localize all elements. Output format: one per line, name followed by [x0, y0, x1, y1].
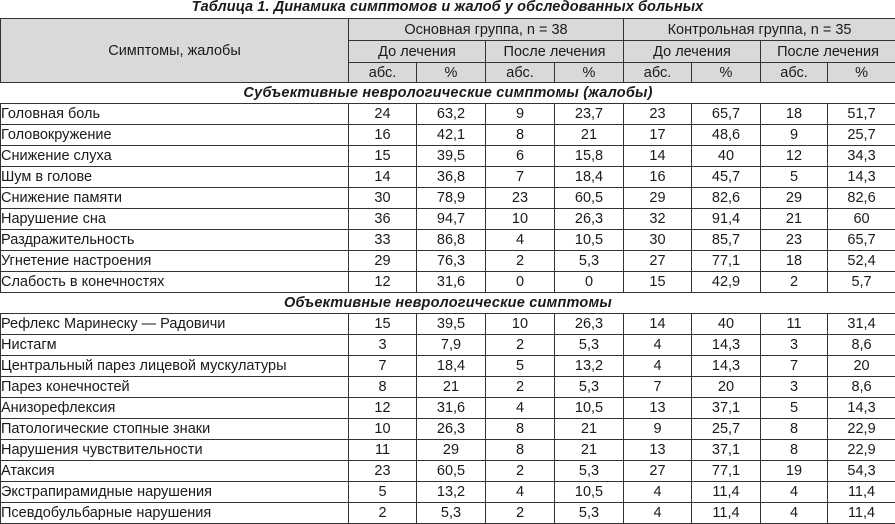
abs-value-cell: 8 — [349, 377, 417, 398]
table-row — [1, 167, 895, 188]
percent-value-cell: 5,7 — [828, 272, 895, 293]
symptom-name: Головокружение — [1, 125, 349, 146]
abs-value-cell: 3 — [349, 335, 417, 356]
unit-header: абс. — [486, 63, 555, 83]
abs-value-cell: 4 — [624, 335, 692, 356]
percent-value-cell: 21 — [555, 419, 624, 440]
table-row — [1, 125, 895, 146]
abs-value-cell: 4 — [486, 482, 555, 503]
abs-value-cell: 23 — [624, 104, 692, 125]
abs-value-cell: 9 — [486, 104, 555, 125]
percent-value-cell: 63,2 — [417, 104, 486, 125]
percent-value-cell: 20 — [692, 377, 761, 398]
abs-value-cell: 10 — [486, 314, 555, 335]
table-row — [1, 440, 895, 461]
abs-value-cell: 12 — [349, 272, 417, 293]
abs-value-cell: 12 — [761, 146, 828, 167]
percent-value-cell: 10,5 — [555, 398, 624, 419]
percent-value-cell: 11,4 — [828, 482, 895, 503]
table-row — [1, 251, 895, 272]
abs-value-cell: 27 — [624, 251, 692, 272]
percent-value-cell: 60,5 — [555, 188, 624, 209]
section-header-row — [1, 293, 895, 314]
percent-value-cell: 54,3 — [828, 461, 895, 482]
abs-value-cell: 4 — [624, 356, 692, 377]
abs-value-cell: 10 — [349, 419, 417, 440]
percent-value-cell: 42,9 — [692, 272, 761, 293]
section-title: Субъективные неврологические симптомы (жалобы) — [1, 83, 895, 104]
percent-value-cell: 21 — [417, 377, 486, 398]
table-row — [1, 335, 895, 356]
percent-value-cell: 82,6 — [828, 188, 895, 209]
section-title: Объективные неврологические симптомы — [1, 293, 895, 314]
percent-value-cell: 25,7 — [692, 419, 761, 440]
abs-value-cell: 23 — [349, 461, 417, 482]
abs-value-cell: 16 — [349, 125, 417, 146]
percent-value-cell: 21 — [555, 125, 624, 146]
percent-value-cell: 14,3 — [828, 398, 895, 419]
percent-value-cell: 52,4 — [828, 251, 895, 272]
percent-value-cell: 23,7 — [555, 104, 624, 125]
abs-value-cell: 11 — [761, 314, 828, 335]
percent-value-cell: 77,1 — [692, 461, 761, 482]
percent-value-cell: 14,3 — [828, 167, 895, 188]
abs-value-cell: 14 — [624, 146, 692, 167]
percent-value-cell: 91,4 — [692, 209, 761, 230]
unit-header: % — [692, 63, 761, 83]
abs-value-cell: 19 — [761, 461, 828, 482]
unit-header: % — [417, 63, 486, 83]
control-before-header: До лечения — [624, 41, 761, 63]
abs-value-cell: 14 — [349, 167, 417, 188]
abs-value-cell: 2 — [486, 461, 555, 482]
abs-value-cell: 23 — [761, 230, 828, 251]
abs-value-cell: 0 — [486, 272, 555, 293]
percent-value-cell: 14,3 — [692, 356, 761, 377]
abs-value-cell: 18 — [761, 251, 828, 272]
abs-value-cell: 7 — [349, 356, 417, 377]
percent-value-cell: 37,1 — [692, 398, 761, 419]
percent-value-cell: 36,8 — [417, 167, 486, 188]
main-after-header: После лечения — [486, 41, 624, 63]
abs-value-cell: 7 — [624, 377, 692, 398]
abs-value-cell: 5 — [486, 356, 555, 377]
percent-value-cell: 10,5 — [555, 230, 624, 251]
abs-value-cell: 2 — [761, 272, 828, 293]
abs-value-cell: 8 — [761, 419, 828, 440]
abs-value-cell: 2 — [486, 377, 555, 398]
abs-value-cell: 17 — [624, 125, 692, 146]
percent-value-cell: 13,2 — [417, 482, 486, 503]
section-header-row — [1, 83, 895, 104]
abs-value-cell: 7 — [761, 356, 828, 377]
symptom-name: Рефлекс Маринеску — Радовичи — [1, 314, 349, 335]
symptom-name: Снижение слуха — [1, 146, 349, 167]
percent-value-cell: 5,3 — [555, 335, 624, 356]
abs-value-cell: 29 — [761, 188, 828, 209]
percent-value-cell: 39,5 — [417, 146, 486, 167]
abs-value-cell: 5 — [761, 398, 828, 419]
abs-value-cell: 3 — [761, 377, 828, 398]
symptom-name: Угнетение настроения — [1, 251, 349, 272]
percent-value-cell: 5,3 — [555, 503, 624, 524]
percent-value-cell: 48,6 — [692, 125, 761, 146]
percent-value-cell: 31,6 — [417, 398, 486, 419]
abs-value-cell: 29 — [349, 251, 417, 272]
abs-value-cell: 15 — [349, 146, 417, 167]
percent-value-cell: 26,3 — [555, 314, 624, 335]
symptom-name: Слабость в конечностях — [1, 272, 349, 293]
percent-value-cell: 34,3 — [828, 146, 895, 167]
abs-value-cell: 36 — [349, 209, 417, 230]
percent-value-cell: 85,7 — [692, 230, 761, 251]
table-row — [1, 272, 895, 293]
abs-value-cell: 5 — [349, 482, 417, 503]
percent-value-cell: 22,9 — [828, 419, 895, 440]
table-row — [1, 188, 895, 209]
abs-value-cell: 33 — [349, 230, 417, 251]
abs-value-cell: 2 — [486, 251, 555, 272]
percent-value-cell: 76,3 — [417, 251, 486, 272]
abs-value-cell: 10 — [486, 209, 555, 230]
percent-value-cell: 22,9 — [828, 440, 895, 461]
abs-value-cell: 29 — [624, 188, 692, 209]
percent-value-cell: 77,1 — [692, 251, 761, 272]
abs-value-cell: 4 — [486, 230, 555, 251]
percent-value-cell: 5,3 — [417, 503, 486, 524]
abs-value-cell: 11 — [349, 440, 417, 461]
percent-value-cell: 11,4 — [828, 503, 895, 524]
symptom-name: Снижение памяти — [1, 188, 349, 209]
abs-value-cell: 30 — [624, 230, 692, 251]
symptom-name: Шум в голове — [1, 167, 349, 188]
percent-value-cell: 0 — [555, 272, 624, 293]
percent-value-cell: 11,4 — [692, 482, 761, 503]
percent-value-cell: 94,7 — [417, 209, 486, 230]
abs-value-cell: 4 — [624, 503, 692, 524]
table-row — [1, 419, 895, 440]
abs-value-cell: 9 — [761, 125, 828, 146]
symptom-name: Патологические стопные знаки — [1, 419, 349, 440]
abs-value-cell: 15 — [624, 272, 692, 293]
abs-value-cell: 8 — [761, 440, 828, 461]
abs-value-cell: 9 — [624, 419, 692, 440]
control-group-header: Контрольная группа, n = 35 — [624, 19, 895, 41]
abs-value-cell: 4 — [486, 398, 555, 419]
abs-value-cell: 2 — [349, 503, 417, 524]
unit-header: % — [555, 63, 624, 83]
percent-value-cell: 40 — [692, 146, 761, 167]
abs-value-cell: 24 — [349, 104, 417, 125]
percent-value-cell: 31,4 — [828, 314, 895, 335]
percent-value-cell: 26,3 — [417, 419, 486, 440]
unit-header: абс. — [624, 63, 692, 83]
table-row — [1, 503, 895, 524]
percent-value-cell: 18,4 — [417, 356, 486, 377]
percent-value-cell: 21 — [555, 440, 624, 461]
table-row — [1, 398, 895, 419]
symptom-name: Атаксия — [1, 461, 349, 482]
control-after-header: После лечения — [761, 41, 895, 63]
percent-value-cell: 5,3 — [555, 251, 624, 272]
percent-value-cell: 25,7 — [828, 125, 895, 146]
symptom-name: Раздражительность — [1, 230, 349, 251]
main-before-header: До лечения — [349, 41, 486, 63]
abs-value-cell: 18 — [761, 104, 828, 125]
table-row — [1, 314, 895, 335]
percent-value-cell: 65,7 — [828, 230, 895, 251]
abs-value-cell: 30 — [349, 188, 417, 209]
percent-value-cell: 14,3 — [692, 335, 761, 356]
table-row — [1, 482, 895, 503]
symptom-name: Нарушение сна — [1, 209, 349, 230]
abs-value-cell: 14 — [624, 314, 692, 335]
abs-value-cell: 13 — [624, 440, 692, 461]
abs-value-cell: 12 — [349, 398, 417, 419]
table-row — [1, 461, 895, 482]
percent-value-cell: 42,1 — [417, 125, 486, 146]
symptom-name: Головная боль — [1, 104, 349, 125]
abs-value-cell: 27 — [624, 461, 692, 482]
table-row — [1, 377, 895, 398]
abs-value-cell: 13 — [624, 398, 692, 419]
percent-value-cell: 31,6 — [417, 272, 486, 293]
unit-header: абс. — [349, 63, 417, 83]
abs-value-cell: 2 — [486, 335, 555, 356]
main-group-header: Основная группа, n = 38 — [349, 19, 624, 41]
percent-value-cell: 15,8 — [555, 146, 624, 167]
abs-value-cell: 4 — [761, 503, 828, 524]
abs-value-cell: 23 — [486, 188, 555, 209]
abs-value-cell: 21 — [761, 209, 828, 230]
table-caption: Таблица 1. Динамика симптомов и жалоб у обследованных больных — [191, 0, 704, 15]
table-row — [1, 209, 895, 230]
percent-value-cell: 10,5 — [555, 482, 624, 503]
table-row — [1, 104, 895, 125]
percent-value-cell: 29 — [417, 440, 486, 461]
symptom-name: Экстрапирамидные нарушения — [1, 482, 349, 503]
symptom-name: Анизорефлексия — [1, 398, 349, 419]
percent-value-cell: 51,7 — [828, 104, 895, 125]
abs-value-cell: 8 — [486, 440, 555, 461]
percent-value-cell: 11,4 — [692, 503, 761, 524]
symptom-name: Нарушения чувствительности — [1, 440, 349, 461]
abs-value-cell: 2 — [486, 503, 555, 524]
table-row — [1, 146, 895, 167]
symptom-name: Парез конечностей — [1, 377, 349, 398]
abs-value-cell: 15 — [349, 314, 417, 335]
percent-value-cell: 8,6 — [828, 335, 895, 356]
percent-value-cell: 26,3 — [555, 209, 624, 230]
percent-value-cell: 65,7 — [692, 104, 761, 125]
percent-value-cell: 5,3 — [555, 377, 624, 398]
percent-value-cell: 5,3 — [555, 461, 624, 482]
symptom-name: Центральный парез лицевой мускулатуры — [1, 356, 349, 377]
abs-value-cell: 6 — [486, 146, 555, 167]
percent-value-cell: 86,8 — [417, 230, 486, 251]
percent-value-cell: 13,2 — [555, 356, 624, 377]
abs-value-cell: 3 — [761, 335, 828, 356]
percent-value-cell: 18,4 — [555, 167, 624, 188]
percent-value-cell: 45,7 — [692, 167, 761, 188]
percent-value-cell: 60,5 — [417, 461, 486, 482]
symptoms-table — [0, 18, 895, 524]
table-row — [1, 356, 895, 377]
abs-value-cell: 7 — [486, 167, 555, 188]
percent-value-cell: 82,6 — [692, 188, 761, 209]
symptoms-column-header: Симптомы, жалобы — [1, 19, 349, 83]
abs-value-cell: 8 — [486, 419, 555, 440]
abs-value-cell: 16 — [624, 167, 692, 188]
percent-value-cell: 37,1 — [692, 440, 761, 461]
abs-value-cell: 5 — [761, 167, 828, 188]
percent-value-cell: 20 — [828, 356, 895, 377]
abs-value-cell: 4 — [624, 482, 692, 503]
percent-value-cell: 39,5 — [417, 314, 486, 335]
abs-value-cell: 32 — [624, 209, 692, 230]
percent-value-cell: 7,9 — [417, 335, 486, 356]
symptom-name: Нистагм — [1, 335, 349, 356]
table-row — [1, 230, 895, 251]
unit-header: % — [828, 63, 895, 83]
table-body — [1, 83, 895, 524]
percent-value-cell: 60 — [828, 209, 895, 230]
abs-value-cell: 4 — [761, 482, 828, 503]
abs-value-cell: 8 — [486, 125, 555, 146]
percent-value-cell: 40 — [692, 314, 761, 335]
unit-header: абс. — [761, 63, 828, 83]
symptom-name: Псевдобульбарные нарушения — [1, 503, 349, 524]
percent-value-cell: 8,6 — [828, 377, 895, 398]
percent-value-cell: 78,9 — [417, 188, 486, 209]
